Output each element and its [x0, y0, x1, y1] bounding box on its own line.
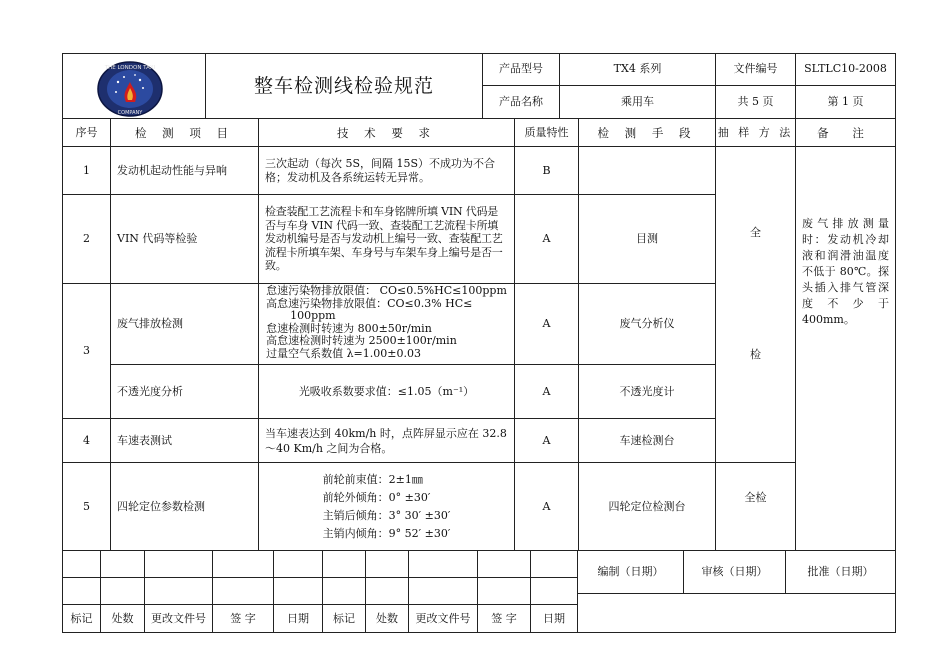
row5-seq: 5 — [83, 499, 90, 513]
col-header-remark: 备 注 — [817, 125, 874, 140]
row3a-quality: A — [542, 317, 551, 330]
row3a-method: 废气分析仪 — [619, 317, 675, 330]
row3a-req-line: 怠速检测时转速为 800±50r/min — [266, 321, 432, 335]
row5-req-line: 主销后倾角：3° 30′ ±30′ — [322, 508, 451, 522]
approve-label: 批准（日期） — [807, 565, 874, 578]
doc-no-value: SLTLC10-2008 — [804, 62, 887, 75]
col-header-method: 检 测 手 段 — [597, 125, 697, 140]
sampling-full-row5: 全检 — [744, 491, 767, 504]
border-bottom — [62, 632, 895, 633]
footer-date-label: 日期 — [287, 611, 309, 625]
row1-req-line: 三次起动（每次 5S，间隔 15S）不成功为不合格；发动机及各系统运转无异常。 — [265, 157, 496, 184]
compile-label: 编制（日期） — [597, 565, 664, 578]
row5-quality: A — [542, 499, 551, 513]
footer-date-label: 日期 — [543, 611, 565, 625]
footer-count-label: 处数 — [111, 611, 134, 625]
row3a-item: 废气排放检测 — [117, 317, 183, 330]
col-header-item: 检 测 项 目 — [135, 125, 234, 140]
company-logo — [96, 60, 164, 118]
total-pages: 共 5 页 — [737, 95, 774, 108]
row3b-requirement — [259, 365, 514, 418]
row3a-req-line: 过量空气系数值 λ=1.00±0.03 — [266, 346, 421, 360]
page-number: 第 1 页 — [827, 95, 864, 108]
row1-seq: 1 — [83, 163, 90, 177]
col-header-seq: 序号 — [75, 125, 98, 139]
footer-sign-label: 签 字 — [230, 611, 256, 625]
row2-seq: 2 — [83, 232, 90, 245]
col-header-quality: 质量特性 — [524, 125, 569, 139]
border-right — [895, 53, 896, 633]
row3a-requirement — [259, 284, 514, 364]
footer-count-label: 处数 — [376, 611, 398, 625]
row5-req-line: 前轮前束值：2±1㎜ — [322, 472, 423, 486]
row1-requirement — [259, 147, 514, 194]
footer-mark-label: 标记 — [70, 611, 93, 625]
product-name-label: 产品名称 — [499, 95, 543, 108]
row2-requirement — [259, 195, 514, 283]
row4-method: 车速检测台 — [619, 433, 675, 447]
row3a-req-line: 高怠速检测时转速为 2500±100r/min — [266, 334, 457, 347]
row2-method: 目测 — [636, 232, 658, 245]
row3a-req-line: 怠速污染物排放限值： CO≤0.5%HC≤100ppm — [266, 284, 507, 297]
remark-text: 废气排放测量时：发动机冷却液和润滑油温度不低于 80℃。探头插入排气管深度 不 少 于 400mm。 — [802, 217, 889, 326]
logo-text-top: THE LONDON TAXI — [104, 65, 156, 71]
row2-req-line: 检查装配工艺流程卡和车身铭牌所填 VIN 代码是否与车身 VIN 代码一致、查装配工艺流程卡所填发动机编号是否与发动机上编号一致、查装配工艺流程卡所填车架、车身号与车架车身上编号是否一致。 — [265, 205, 503, 273]
doc-no-label: 文件编号 — [733, 62, 778, 75]
product-model-label: 产品型号 — [499, 62, 543, 75]
row4-requirement — [259, 419, 514, 462]
footer-sign-label: 签 字 — [491, 611, 517, 625]
row5-req-line: 前轮外倾角：0° ±30′ — [322, 490, 431, 504]
row1-item: 发动机起动性能与异响 — [117, 163, 227, 177]
footer-change-doc-label: 更改文件号 — [151, 611, 206, 625]
row3b-method: 不透光度计 — [619, 384, 675, 398]
review-label: 审核（日期） — [701, 565, 768, 578]
row4-seq: 4 — [83, 433, 90, 447]
row4-req-line: 当车速表达到 40km/h 时，点阵屏显示应在 32.8～40 Km/h 之间为合格。 — [265, 426, 507, 455]
document-title: 整车检测线检验规范 — [253, 74, 434, 97]
logo-text-bottom: COMPANY — [117, 110, 143, 116]
row2-quality: A — [542, 232, 551, 245]
col-header-sampling: 抽 样 方 法 — [717, 125, 794, 139]
row3b-quality: A — [542, 384, 551, 398]
row3a-req-line: 100ppm — [290, 309, 336, 322]
product-name-value: 乘用车 — [621, 95, 654, 108]
sampling-full-top: 全 — [750, 226, 761, 239]
remark-cell — [796, 214, 895, 354]
row4-quality: A — [542, 433, 551, 447]
row3a-req-line: 高怠速污染物排放限值：CO≤0.3% HC≤ — [266, 296, 473, 310]
row3b-item: 不透光度分析 — [117, 384, 183, 398]
product-model-value: TX4 系列 — [613, 62, 662, 75]
row4-item: 车速表测试 — [117, 433, 172, 447]
row5-item: 四轮定位参数检测 — [117, 499, 205, 513]
footer-mark-label: 标记 — [333, 611, 355, 625]
row1-quality: B — [542, 163, 551, 177]
row3-seq: 3 — [83, 344, 90, 357]
sampling-full-bottom: 检 — [750, 348, 761, 361]
col-header-requirement: 技 术 要 求 — [337, 125, 436, 140]
row5-method: 四轮定位检测台 — [608, 499, 686, 513]
row2-item: VIN 代码等检验 — [117, 232, 198, 245]
row5-req-line: 主销内倾角：9° 52′ ±30′ — [322, 526, 451, 540]
row5-requirement — [259, 463, 514, 550]
row3b-req-line: 光吸收系数要求值：≤1.05（m⁻¹） — [298, 384, 475, 398]
footer-change-doc-label: 更改文件号 — [415, 611, 471, 625]
footer-approval-divider — [577, 593, 895, 594]
footer-line-1 — [62, 577, 577, 578]
